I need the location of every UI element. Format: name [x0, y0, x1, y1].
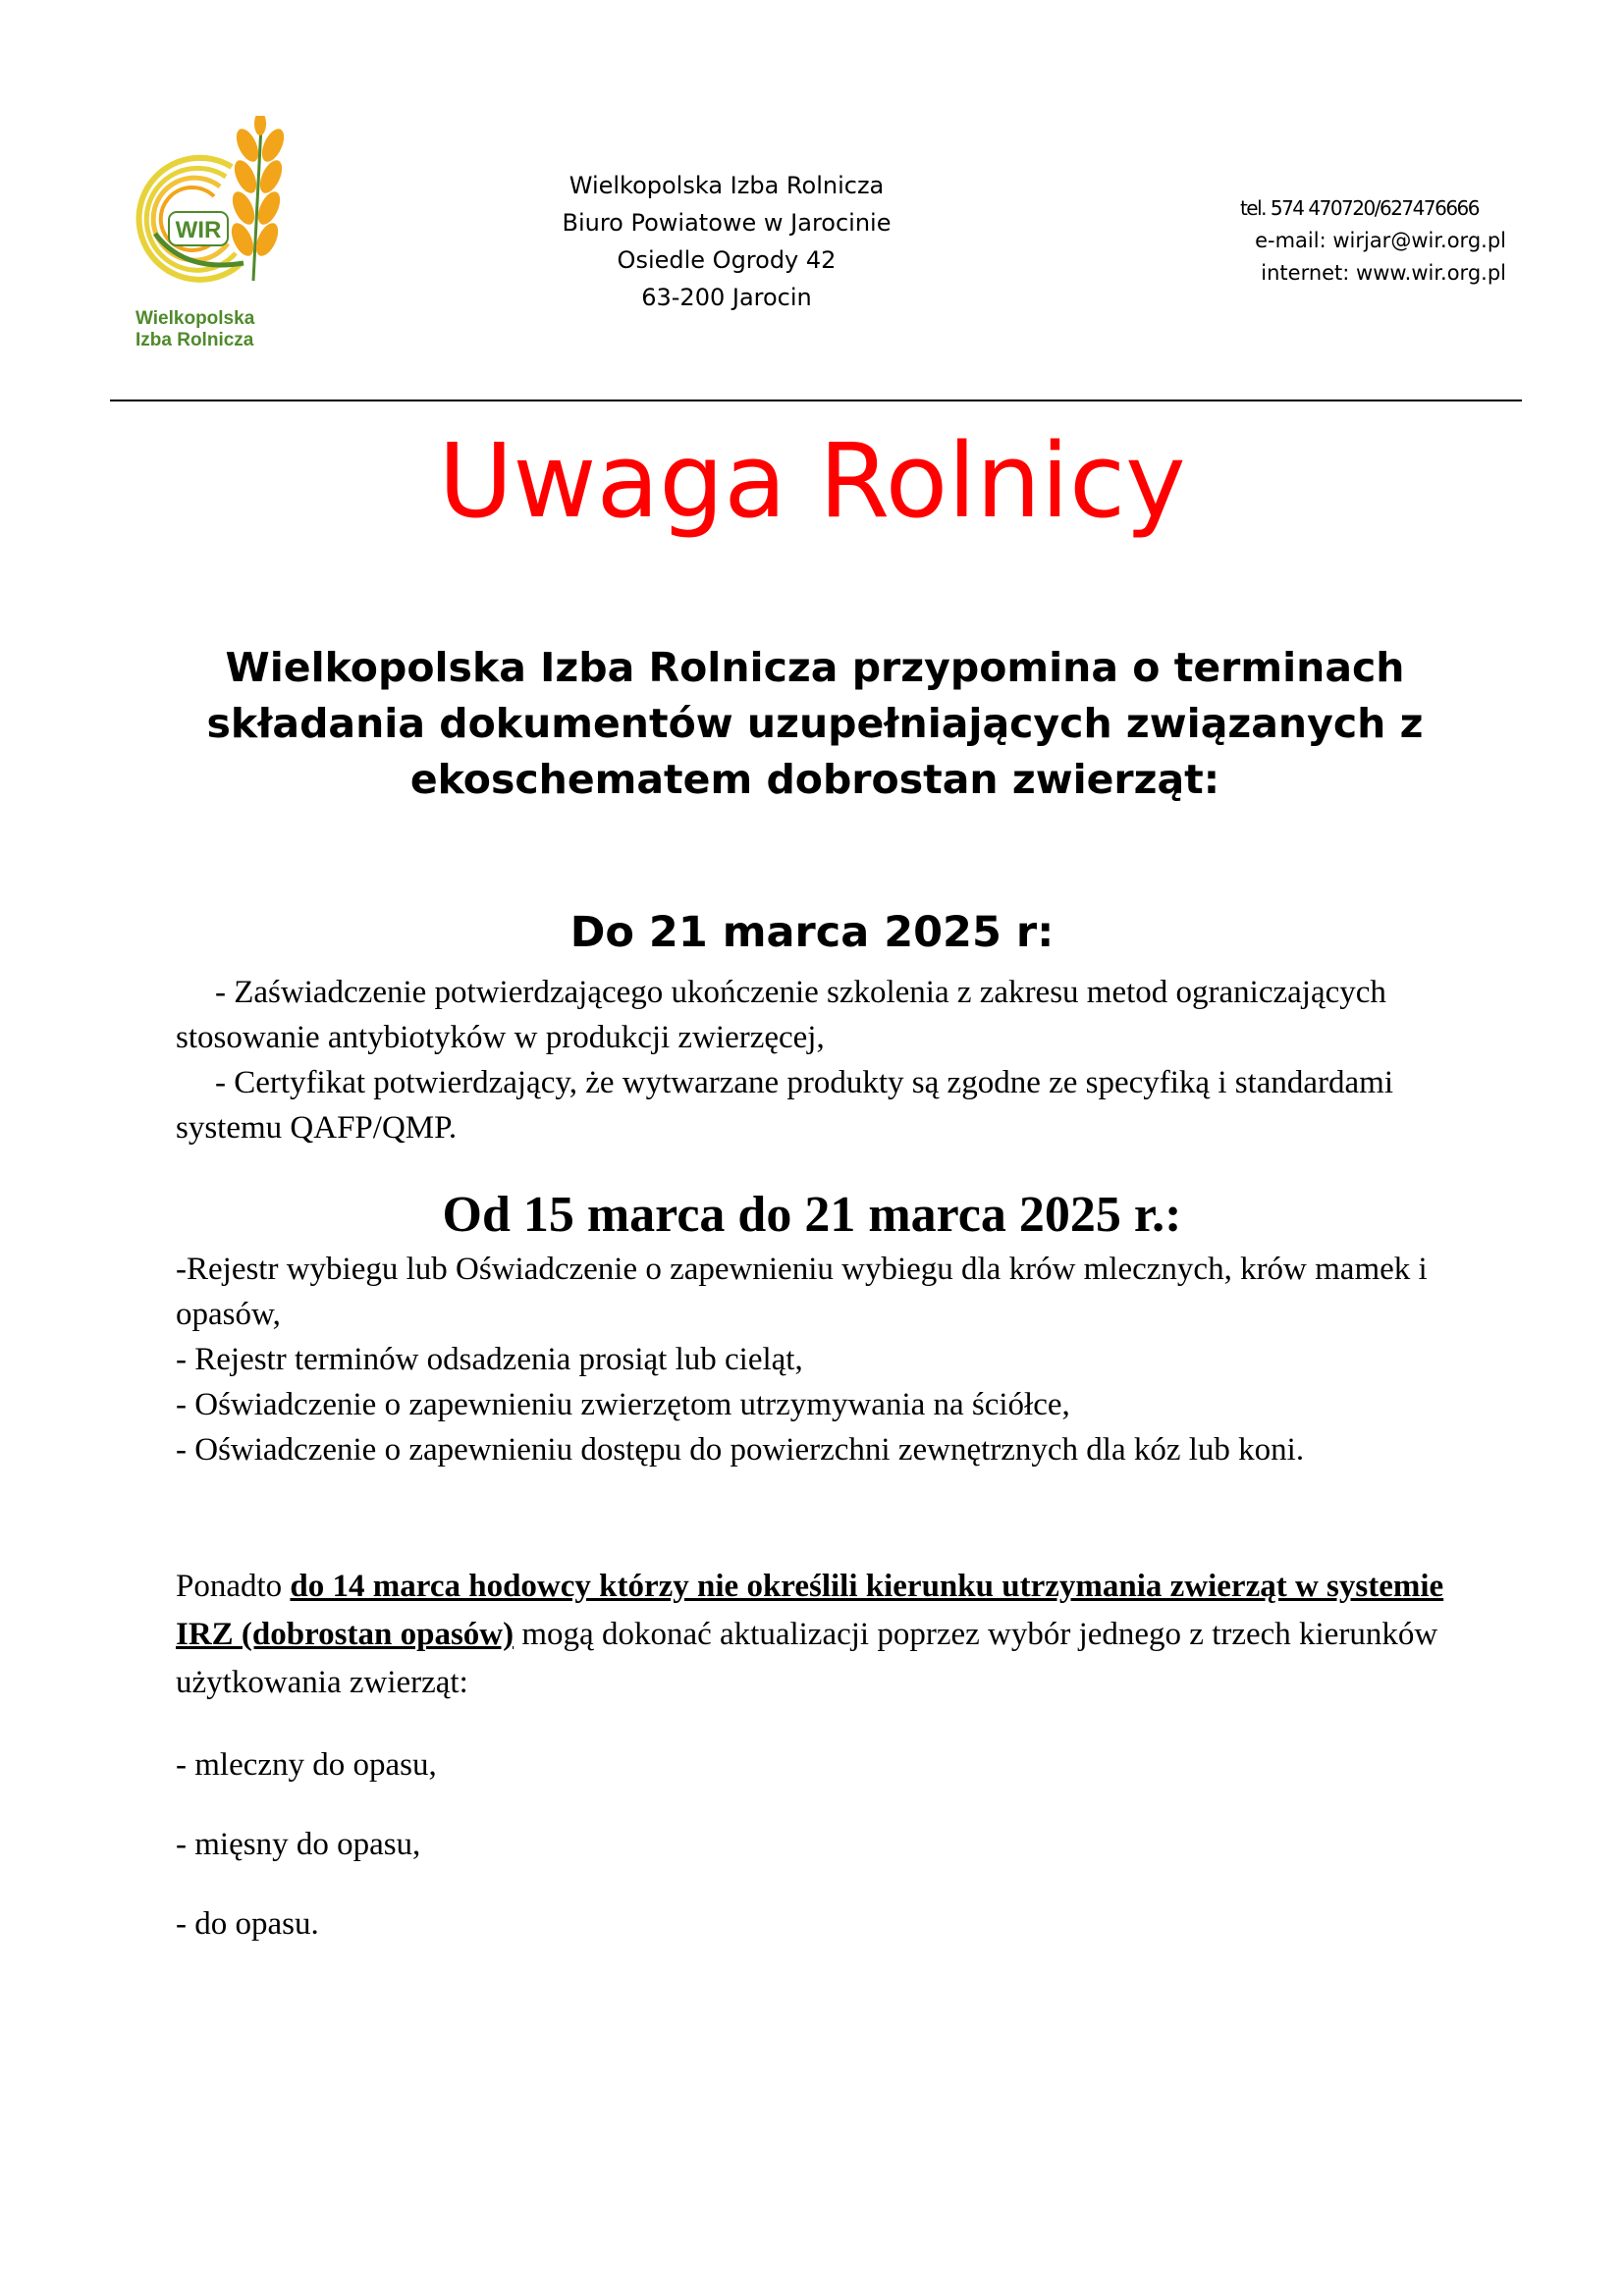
lead-line-1: Wielkopolska Izba Rolnicza przypomina o terminach	[225, 644, 1405, 691]
section-1-heading: Do 21 marca 2025 r:	[569, 908, 1055, 957]
note-suffix: mogą dokonać aktualizacji poprzez wybór jednego z trzech kierunków użytkowania zwierząt:	[176, 1617, 1438, 1700]
note-prefix: Ponadto	[176, 1569, 291, 1604]
lead-line-2: składania dokumentów uzupełniających związanych z	[206, 700, 1424, 747]
contact-email: e-mail: wirjar@wir.org.pl	[1255, 229, 1506, 252]
direction-option: - mięsny do opasu,	[176, 1827, 421, 1862]
logo-name	[135, 308, 293, 351]
note-paragraph	[176, 1563, 1482, 1707]
section-2-heading: Od 15 marca do 21 marca 2025 r.:	[442, 1187, 1182, 1243]
list-item: - Oświadczenie o zapewnieniu zwierzętom utrzymywania na ściółce,	[176, 1387, 1070, 1422]
wir-emblem-text: WIR	[175, 217, 222, 243]
section-1-list	[176, 970, 1482, 1150]
office-city: 63-200 Jarocin	[641, 284, 812, 311]
contact-phone: tel. 574 470720/627476666	[1239, 196, 1479, 220]
note-emphasis: do 14 marca hodowcy którzy nie określili kierunku utrzymania zwierząt w systemie IRZ (dobrostan opasów)	[176, 1569, 1444, 1652]
wir-emblem-icon	[116, 116, 293, 312]
lead-paragraph	[196, 640, 1434, 808]
direction-option: - mleczny do opasu,	[176, 1747, 437, 1783]
section-2-list	[176, 1247, 1482, 1472]
list-item: -Rejestr wybiegu lub Oświadczenie o zapewnieniu wybiegu dla krów mlecznych, krów mamek i opasów,	[176, 1252, 1428, 1332]
list-item: - Certyfikat potwierdzający, że wytwarzane produkty są zgodne ze specyfiką i standardami systemu QAFP/QMP.	[176, 1065, 1394, 1146]
office-branch: Biuro Powiatowe w Jarocinie	[562, 209, 892, 237]
wir-logo	[116, 116, 293, 361]
contact-website: internet: www.wir.org.pl	[1261, 261, 1506, 285]
logo-name-line2: Izba Rolnicza	[135, 330, 254, 350]
logo-name-line1: Wielkopolska	[135, 308, 255, 329]
lead-line-3: ekoschematem dobrostan zwierząt:	[409, 756, 1220, 803]
headline: Uwaga Rolnicy	[438, 421, 1186, 541]
directions-list	[176, 1745, 1059, 1984]
direction-option: - do opasu.	[176, 1906, 319, 1942]
list-item: - Oświadczenie o zapewnieniu dostępu do powierzchni zewnętrznych dla kóz lub koni.	[176, 1432, 1305, 1468]
header-divider	[110, 400, 1522, 401]
office-name: Wielkopolska Izba Rolnicza	[568, 172, 885, 199]
list-item: - Zaświadczenie potwierdzającego ukończenie szkolenia z zakresu metod ograniczających stosowanie antybiotyków w produkcji zwierzęcej,	[176, 975, 1386, 1055]
office-street: Osiedle Ogrody 42	[617, 246, 837, 274]
office-address	[530, 167, 923, 316]
list-item: - Rejestr terminów odsadzenia prosiąt lub cieląt,	[176, 1342, 803, 1377]
contact-block	[1094, 192, 1506, 290]
